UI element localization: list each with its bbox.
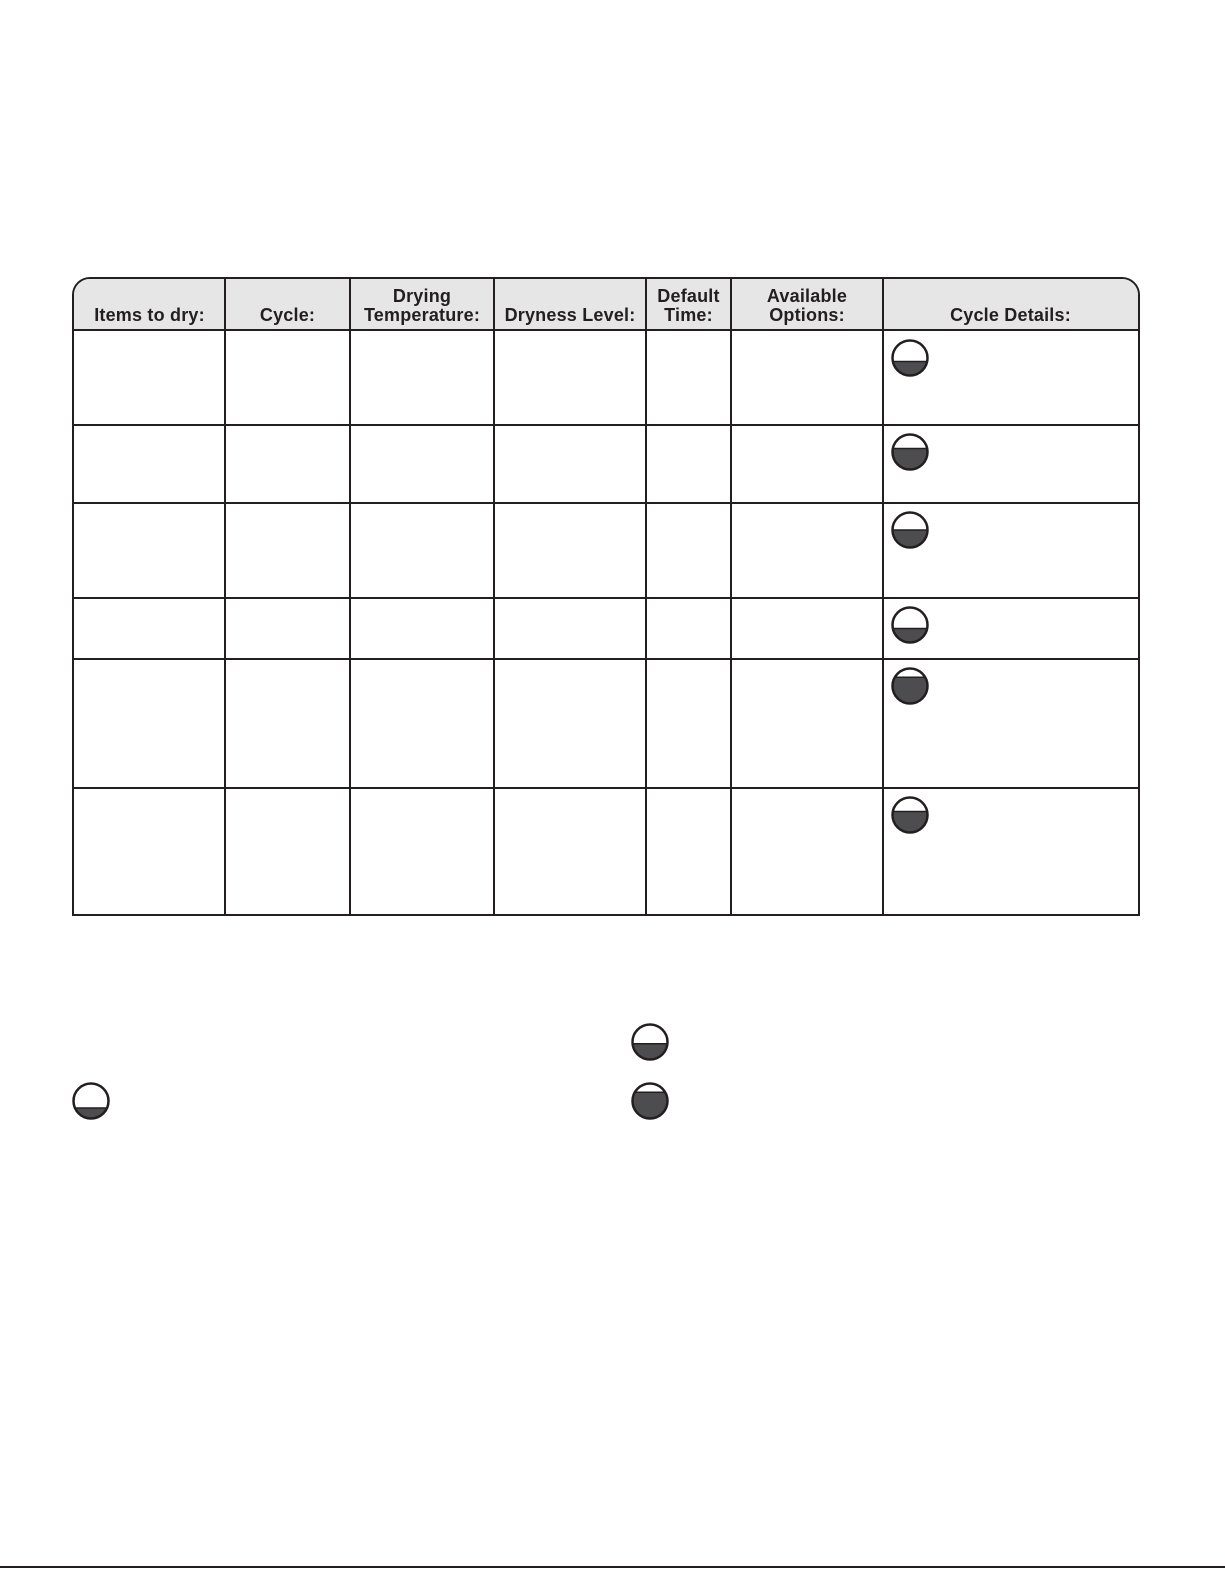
- column-header: [225, 279, 350, 329]
- dryness-level-icon: [891, 667, 929, 705]
- column-header-text: Cycle:: [259, 305, 316, 325]
- row-divider: [74, 597, 1138, 599]
- column-header-text: Temperature:: [363, 305, 481, 325]
- column-header-text: Dryness Level:: [504, 305, 636, 325]
- column-header: [74, 279, 225, 329]
- column-header-text: Drying: [392, 286, 452, 306]
- page-bottom-rule: [0, 1566, 1225, 1568]
- legend-dryness-icon: [72, 1082, 110, 1120]
- dryness-level-icon: [891, 339, 929, 377]
- dryness-level-icon: [891, 796, 929, 834]
- column-header-text: Default: [657, 286, 720, 306]
- column-header: [646, 279, 731, 329]
- column-header-text: Time:: [664, 305, 713, 325]
- column-header: [350, 279, 494, 329]
- row-divider: [74, 424, 1138, 426]
- column-header-text: Available: [766, 286, 848, 306]
- legend-dryness-icon: [631, 1023, 669, 1061]
- column-header: [731, 279, 883, 329]
- column-header: [883, 279, 1138, 329]
- dryness-level-icon: [891, 433, 929, 471]
- column-header-text: Options:: [769, 305, 845, 325]
- column-header-text: Cycle Details:: [950, 305, 1071, 325]
- column-header: [494, 279, 646, 329]
- legend-dryness-icon: [631, 1082, 669, 1120]
- row-divider: [74, 502, 1138, 504]
- table-header-divider: [74, 329, 1138, 331]
- dryness-level-icon: [891, 511, 929, 549]
- row-divider: [74, 787, 1138, 789]
- cycle-guide-table: [72, 277, 1140, 916]
- dryness-level-icon: [891, 606, 929, 644]
- column-header-text: Items to dry:: [94, 305, 205, 325]
- row-divider: [74, 658, 1138, 660]
